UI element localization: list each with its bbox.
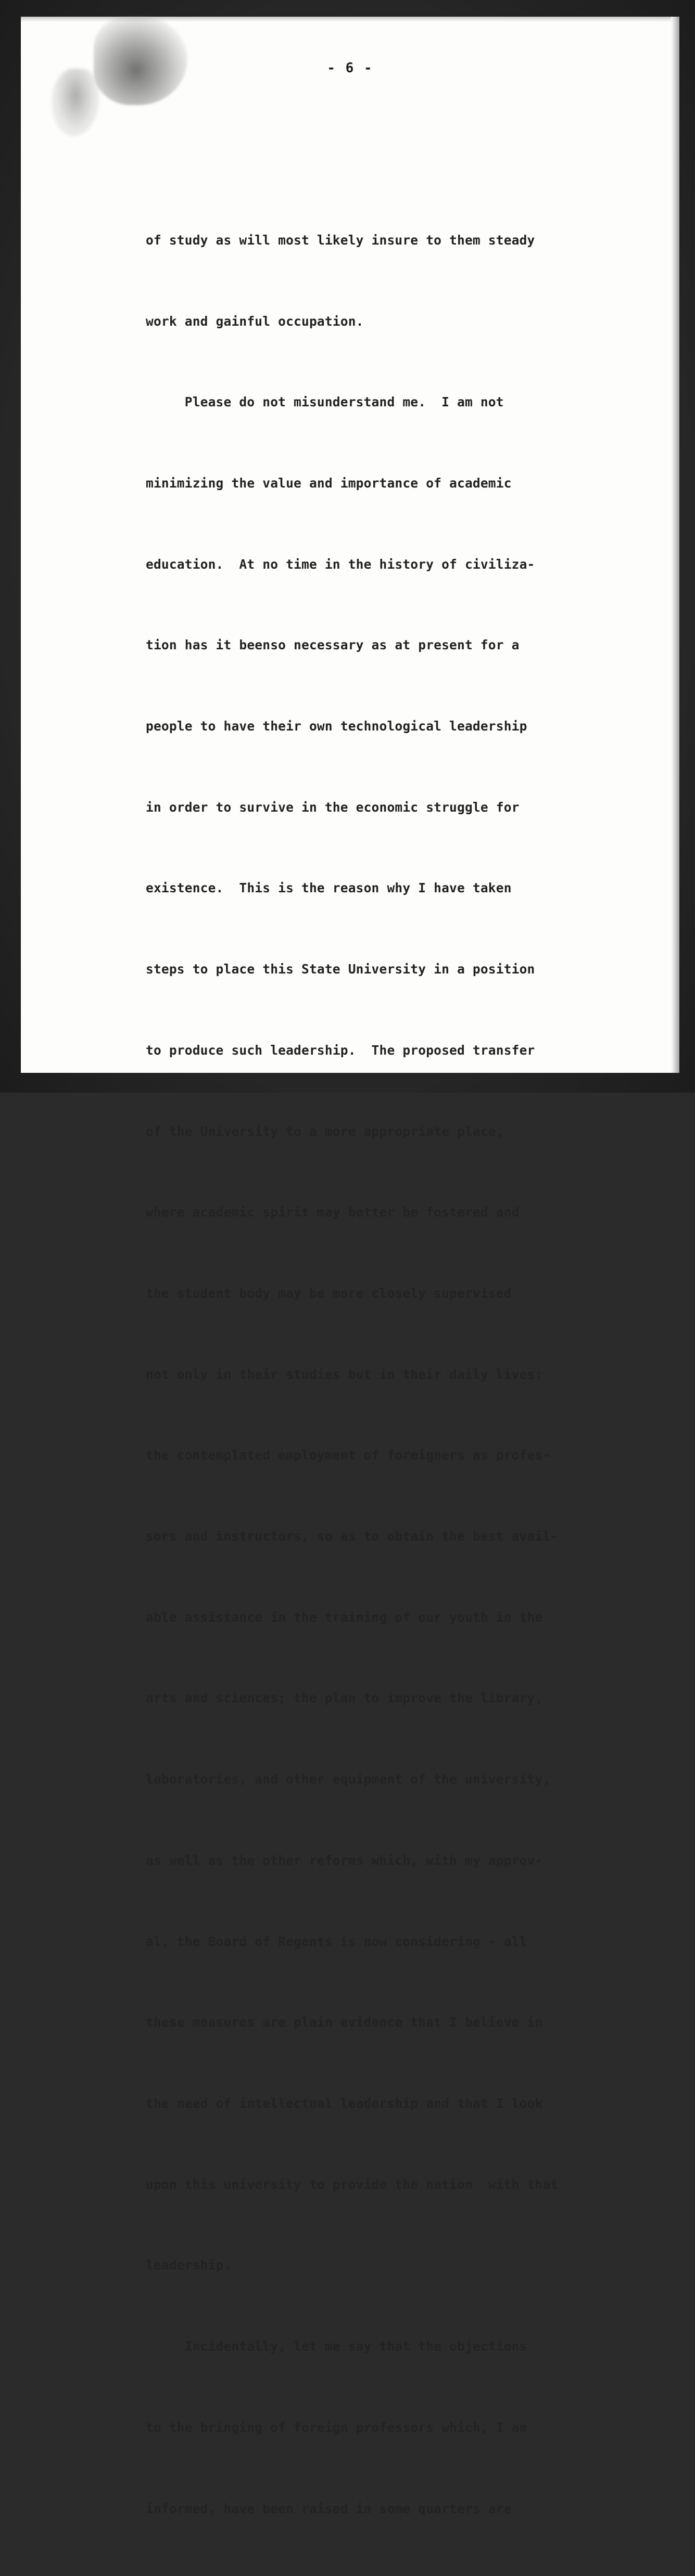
text-line: these measures are plain evidence that I believe in	[146, 2015, 543, 2030]
text-line: existence. This is the reason why I have taken	[146, 880, 512, 896]
page-number: - 6 -	[327, 60, 373, 76]
text-line: as well as the other reforms which, with my approv-	[146, 1852, 543, 1868]
text-line: al, the Board of Regents is now considering - all	[146, 1933, 527, 1949]
text-line: in order to survive in the economic struggle for	[146, 799, 520, 815]
text-line: the student body may be more closely supervised	[146, 1285, 512, 1301]
text-line: Incidentally, let me say that the objections	[146, 2339, 527, 2354]
text-line: the contemplated employment of foreigners as profes-	[146, 1447, 551, 1463]
text-line: informed, have been raised in some quarters are	[146, 2501, 512, 2516]
text-line: the need of intellectual leadership and that I look	[146, 2095, 543, 2111]
typed-body-text	[146, 173, 614, 2576]
page-right-edge	[671, 17, 679, 1073]
text-line: education. At no time in the history of civiliza-	[146, 556, 535, 572]
text-line: people to have their own technological leadership	[146, 719, 527, 734]
text-line: upon this university to provide the nation with that	[146, 2176, 559, 2192]
text-line: minimizing the value and importance of academic	[146, 475, 512, 491]
text-line: sors and instructors, so as to obtain the best avail-	[146, 1529, 559, 1544]
text-line: of the University to a more appropriate place,	[146, 1123, 504, 1139]
text-line: leadership.	[146, 2258, 232, 2273]
text-line: where academic spirit may better be fostered and	[146, 1204, 520, 1220]
text-line: not only in their studies but in their daily lives;	[146, 1366, 543, 1382]
document-page	[21, 17, 679, 2516]
text-line: able assistance in the training of our youth in the	[146, 1609, 543, 1625]
text-line: laboratories, and other equipment of the university,	[146, 1772, 551, 1787]
text-line: steps to place this State University in a position	[146, 962, 535, 977]
text-line: to produce such leadership. The proposed transfer	[146, 1042, 535, 1058]
text-line: of study as will most likely insure to them steady	[146, 232, 535, 248]
text-line: arts and sciences; the plan to improve the library,	[146, 1690, 543, 1706]
text-line: to the bringing of foreign professors which, I am	[146, 2419, 527, 2435]
ink-stain-small	[52, 69, 99, 136]
text-line: Please do not misunderstand me. I am not	[146, 394, 504, 410]
text-line: tion has it beenso necessary as at present for a	[146, 637, 520, 653]
text-line: work and gainful occupation.	[146, 313, 364, 329]
